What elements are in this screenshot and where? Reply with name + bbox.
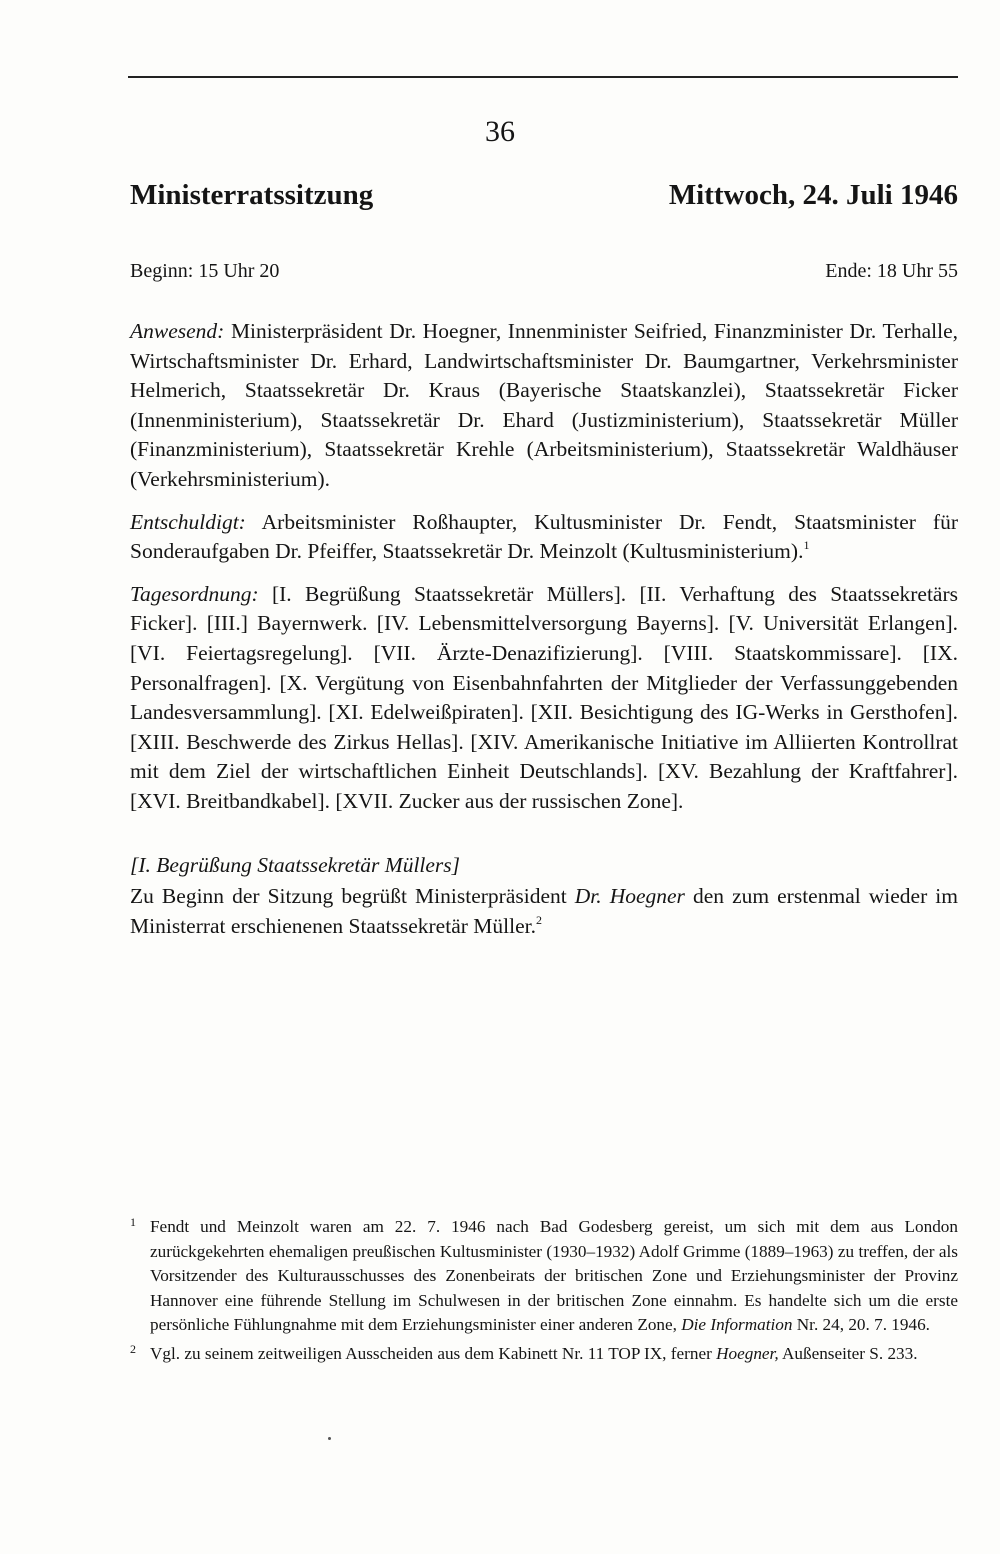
- footnote-name: Hoegner,: [716, 1343, 779, 1363]
- footnote-ref-2[interactable]: 2: [535, 912, 542, 927]
- section-text-a: Zu Beginn der Sitzung begrüßt Ministerpräsident: [130, 884, 575, 909]
- time-row: [130, 257, 958, 285]
- agenda-paragraph: [130, 580, 958, 817]
- title-row: [130, 175, 958, 215]
- footnote-text: Nr. 24, 20. 7. 1946.: [792, 1315, 930, 1335]
- meeting-title: Ministerratssitzung: [130, 179, 374, 211]
- agenda-text: [I. Begrüßung Staatssekretär Müllers]. [II. Verhaftung des Staatssekretärs Ficker]. [III.] Bayernwerk. [IV. Lebensmittelversorgung Bayerns]. [V. Universität Erlangen]. [VI. Feiertagsregelung]. [VII. Ärzte-Denazifizierung]. [VIII. Staatskommissare]. [IX. Personalfragen]. [X. Vergütung von Eisenbahnfahrten der Mitglieder der Verfassunggebenden Landesversammlung]. [XI. Edelweißpiraten]. [XII. Besichtigung des IG-Werks in Gersthofen]. [XIII. Beschwerde des Zirkus Hellas]. [XIV. Amerikanische Initiative im Alliierten Kontrollrat mit dem Ziel der wirtschaftlichen Einheit Deutschlands]. [XV. Bezahlung der Kraftfahrer]. [XVI. Breitbandkabel]. [XVII. Zucker aus der russischen Zone].: [130, 581, 958, 813]
- excused-paragraph: [130, 508, 958, 567]
- document-number: 36: [485, 115, 515, 148]
- present-label: Anwesend:: [130, 319, 225, 343]
- present-paragraph: [130, 317, 958, 495]
- footnote-number: 2: [130, 1341, 136, 1356]
- print-speck: [328, 1437, 331, 1440]
- footnote-text: Vgl. zu seinem zeitweiligen Ausscheiden aus dem Kabinett Nr. 11 TOP IX, ferner: [150, 1343, 717, 1363]
- section-name: Dr. Hoegner: [574, 884, 685, 909]
- agenda-label: Tagesordnung:: [130, 581, 259, 606]
- end-time: Ende: 18 Uhr 55: [825, 260, 958, 282]
- section-heading: [I. Begrüßung Staatssekretär Müllers]: [130, 852, 461, 877]
- excused-label: Entschuldigt:: [130, 509, 246, 534]
- meeting-date: Mittwoch, 24. Juli 1946: [668, 179, 958, 211]
- footnote-text: Außenseiter S. 233.: [778, 1343, 918, 1363]
- footnote-2: [130, 1342, 958, 1367]
- main-text: [130, 317, 958, 954]
- section-paragraph: [130, 882, 958, 941]
- footnote-text: Fendt und Meinzolt waren am 22. 7. 1946 nach Bad Godesberg gereist, um sich mit dem aus London zurückgekehrten ehemaligen preußischen Kultusminister (1930–1932) Adolf Grimme (1889–1963) zu treffen, der als Vorsitzender des Kulturausschusses des Zonenbeirats der britischen Zone und Erziehungsminister der Provinz Hannover eine führende Stellung im Schulwesen in der britischen Zone einnahm. Es handelte sich um die erste persönliche Fühlungnahme mit dem Erziehungsminister einer anderen Zone,: [150, 1217, 958, 1335]
- header-rule: [128, 76, 958, 78]
- footnote-number: 1: [130, 1215, 136, 1229]
- footnote-1: [130, 1215, 958, 1338]
- excused-text: Arbeitsminister Roßhaupter, Kultusminister Dr. Fendt, Staatsminister für Sonderaufgaben Dr. Pfeiffer, Staatssekretär Dr. Meinzolt (Kultusministerium).: [130, 509, 958, 564]
- present-text: Ministerpräsident Dr. Hoegner, Innenminister Seifried, Finanzminister Dr. Terhalle, Wirtschaftsminister Dr. Erhard, Landwirtschaftsminister Dr. Baumgartner, Verkehrsminister Helmerich, Staatssekretär Dr. Kraus (Bayerische Staatskanzlei), Staatssekretär Ficker (Innenministerium), Staatssekretär Dr. Ehard (Justizministerium), Staatssekretär Müller (Finanzministerium), Staatssekretär Krehle (Arbeitsministerium), Staatssekretär Waldhäuser (Verkehrsministerium).: [130, 319, 958, 491]
- footnotes: [130, 1215, 958, 1371]
- footnote-ref-1[interactable]: 1: [803, 538, 810, 553]
- footnote-source: Die Information: [681, 1315, 793, 1335]
- begin-time: Beginn: 15 Uhr 20: [130, 260, 280, 282]
- section-text-b: den zum erstenmal wieder im Ministerrat erschienenen Staatssekretär Müller.: [130, 884, 958, 938]
